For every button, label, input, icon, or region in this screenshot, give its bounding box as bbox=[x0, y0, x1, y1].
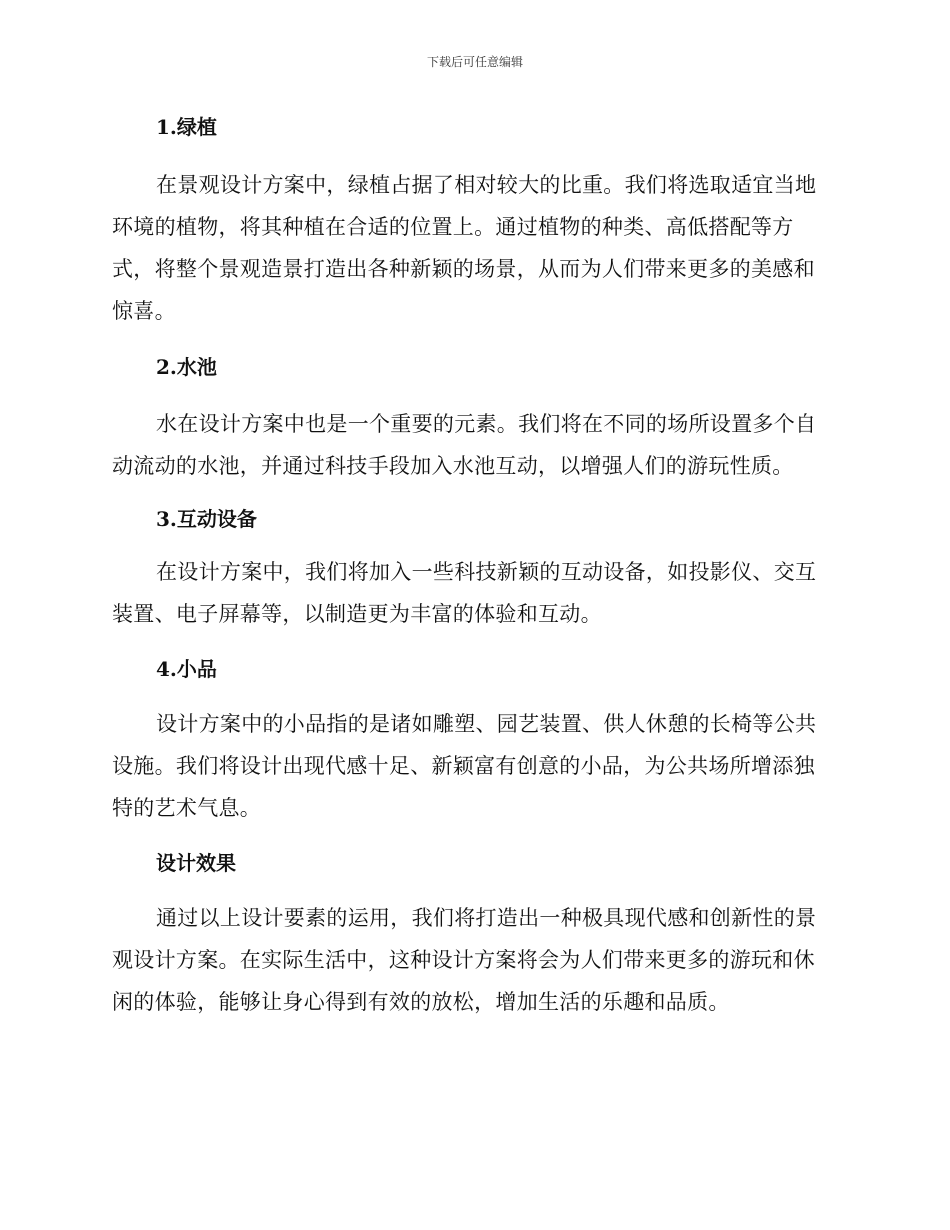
section-paragraph: 设计方案中的小品指的是诸如雕塑、园艺装置、供人休憩的长椅等公共设施。我们将设计出现代感十足、新颖富有创意的小品，为公共场所增添独特的艺术气息。 bbox=[112, 712, 817, 820]
section-interactive-devices bbox=[112, 501, 832, 635]
document-body bbox=[112, 109, 832, 1023]
section-paragraph: 在设计方案中，我们将加入一些科技新颖的互动设备，如投影仪、交互装置、电子屏幕等，以制造更为丰富的体验和互动。 bbox=[112, 560, 817, 626]
section-heading: 3.互动设备 bbox=[156, 507, 257, 531]
section-heading: 设计效果 bbox=[156, 851, 236, 875]
section-paragraph: 在景观设计方案中，绿植占据了相对较大的比重。我们将选取适宜当地环境的植物，将其种植在合适的位置上。通过植物的种类、高低搭配等方式，将整个景观造景打造出各种新颖的场景，从而为人们带来更多的美感和惊喜。 bbox=[112, 173, 817, 323]
page-header-note: 下载后可任意编辑 bbox=[426, 55, 523, 69]
section-design-effect bbox=[112, 845, 832, 1023]
section-pool bbox=[112, 349, 832, 487]
section-heading: 4.小品 bbox=[156, 657, 217, 681]
section-paragraph: 水在设计方案中也是一个重要的元素。我们将在不同的场所设置多个自动流动的水池，并通过科技手段加入水池互动，以增强人们的游玩性质。 bbox=[112, 412, 817, 478]
section-heading: 2.水池 bbox=[156, 355, 217, 379]
section-paragraph: 通过以上设计要素的运用，我们将打造出一种极具现代感和创新性的景观设计方案。在实际生活中，这种设计方案将会为人们带来更多的游玩和休闲的体验，能够让身心得到有效的放松，增加生活的乐趣和品质。 bbox=[112, 906, 817, 1014]
section-small-pieces bbox=[112, 651, 832, 829]
section-heading: 1.绿植 bbox=[156, 115, 217, 139]
section-green-plants bbox=[112, 109, 832, 332]
